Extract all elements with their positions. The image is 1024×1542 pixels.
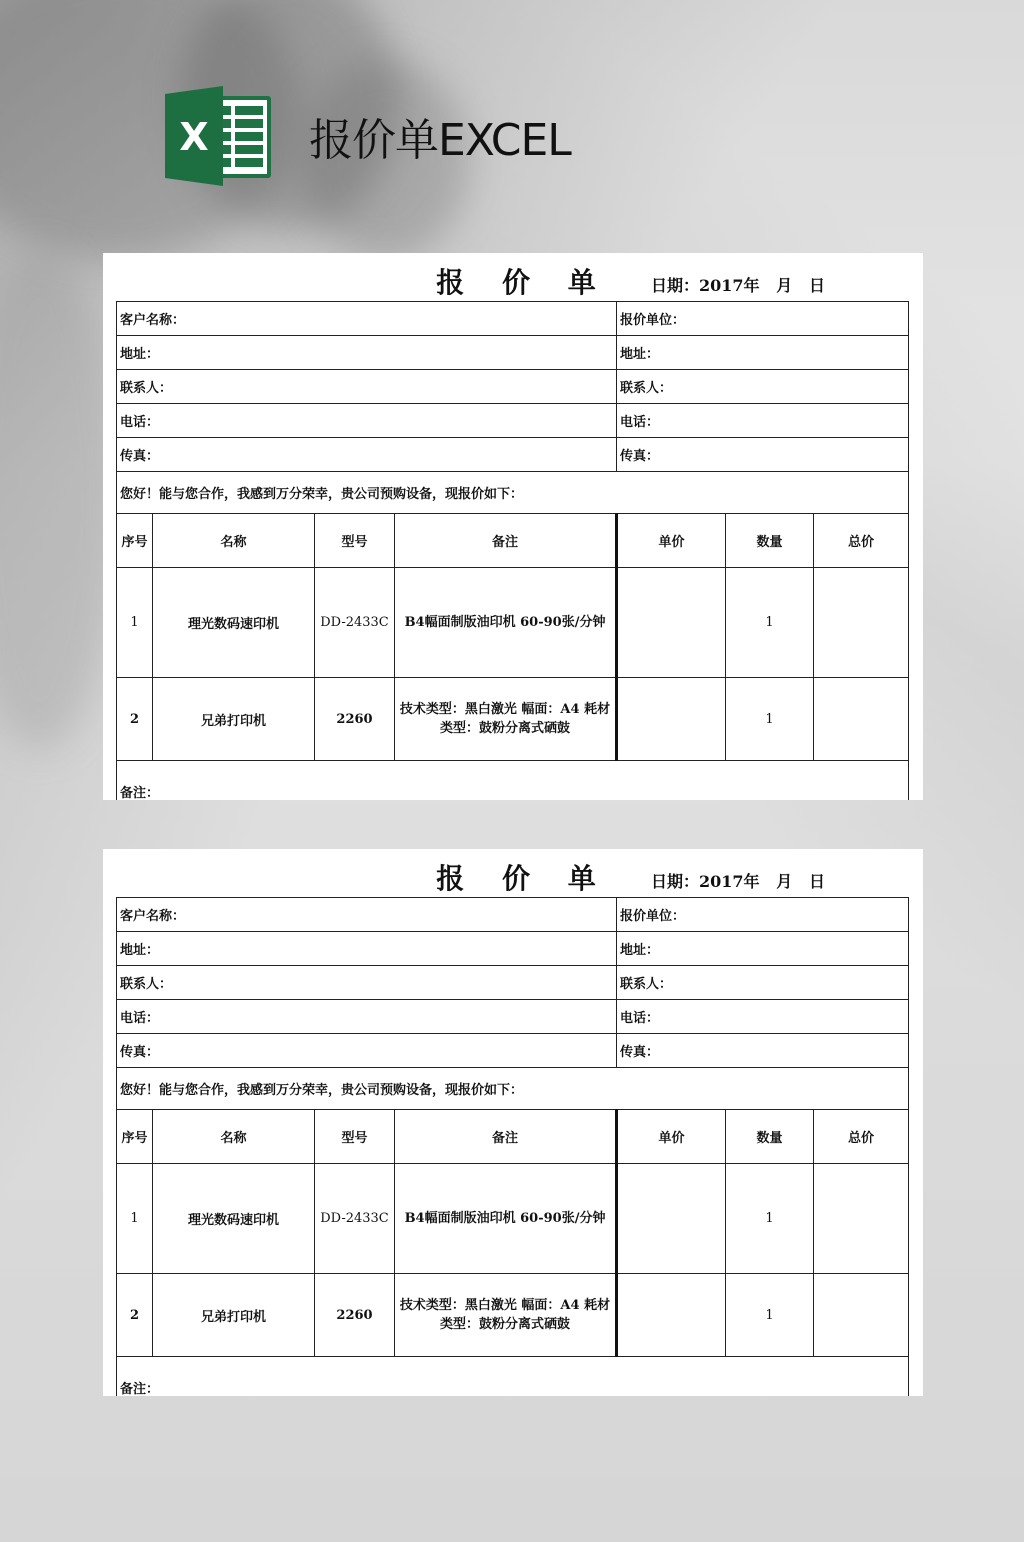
sheet-title: 报 价 单: [436, 862, 610, 895]
note-label: 备注：: [117, 1357, 909, 1397]
quote-table: [116, 897, 909, 1396]
customer-name-label: 客户名称：: [117, 302, 617, 336]
sheet-title: 报 价 单: [436, 266, 610, 299]
item-model: DD-2433C: [315, 1164, 395, 1274]
sheet-date: 日期：2017年 月 日: [651, 276, 825, 295]
customer-phone-label: 电话：: [117, 404, 617, 438]
item-total: [814, 678, 909, 761]
info-row-fax: [117, 1034, 909, 1068]
customer-phone-label: 电话：: [117, 1000, 617, 1034]
vendor-phone-label: 电话：: [617, 404, 909, 438]
item-remark: B4幅面制版油印机 60-90张/分钟: [395, 1164, 617, 1274]
header: [165, 86, 571, 186]
item-total: [814, 1274, 909, 1357]
item-qty: 1: [726, 678, 814, 761]
customer-fax-label: 传真：: [117, 1034, 617, 1068]
col-header-total: 总价: [814, 1110, 909, 1164]
col-header-qty: 数量: [726, 1110, 814, 1164]
column-header-row: [117, 1110, 909, 1164]
item-remark: 技术类型：黑白激光 幅面：A4 耗材类型：鼓粉分离式硒鼓: [395, 678, 617, 761]
svg-text:X: X: [179, 115, 209, 159]
item-model: DD-2433C: [315, 568, 395, 678]
quoting-unit-label: 报价单位：: [617, 898, 909, 932]
greeting-text: 您好！能与您合作，我感到万分荣幸，贵公司预购设备，现报价如下：: [117, 472, 909, 514]
customer-address-label: 地址：: [117, 336, 617, 370]
customer-contact-label: 联系人：: [117, 966, 617, 1000]
col-header-unit-price: 单价: [617, 514, 726, 568]
vendor-phone-label: 电话：: [617, 1000, 909, 1034]
item-remark: 技术类型：黑白激光 幅面：A4 耗材类型：鼓粉分离式硒鼓: [395, 1274, 617, 1357]
col-header-name: 名称: [153, 1110, 315, 1164]
item-remark: B4幅面制版油印机 60-90张/分钟: [395, 568, 617, 678]
col-header-remark: 备注: [395, 514, 617, 568]
vendor-contact-label: 联系人：: [617, 966, 909, 1000]
excel-icon: [165, 86, 273, 186]
col-header-name: 名称: [153, 514, 315, 568]
table-row: [117, 568, 909, 678]
vendor-address-label: 地址：: [617, 336, 909, 370]
info-row-customer: [117, 898, 909, 932]
note-row: [117, 761, 909, 801]
page-title: 报价单EXCEL: [309, 115, 571, 166]
info-row-phone: [117, 1000, 909, 1034]
item-name: 理光数码速印机: [153, 568, 315, 678]
customer-name-label: 客户名称：: [117, 898, 617, 932]
info-row-phone: [117, 404, 909, 438]
item-name: 兄弟打印机: [153, 1274, 315, 1357]
note-label: 备注：: [117, 761, 909, 801]
item-qty: 1: [726, 1274, 814, 1357]
item-no: 2: [117, 678, 153, 761]
table-row: [117, 678, 909, 761]
col-header-total: 总价: [814, 514, 909, 568]
info-row-contact: [117, 370, 909, 404]
item-qty: 1: [726, 1164, 814, 1274]
customer-fax-label: 传真：: [117, 438, 617, 472]
table-row: [117, 1274, 909, 1357]
quote-sheet-preview-1: [103, 253, 923, 800]
info-row-contact: [117, 966, 909, 1000]
note-row: [117, 1357, 909, 1397]
col-header-no: 序号: [117, 514, 153, 568]
item-no: 1: [117, 568, 153, 678]
quote-table: [116, 301, 909, 800]
quoting-unit-label: 报价单位：: [617, 302, 909, 336]
item-model: 2260: [315, 1274, 395, 1357]
item-unit-price: [617, 678, 726, 761]
col-header-model: 型号: [315, 1110, 395, 1164]
info-row-address: [117, 336, 909, 370]
customer-address-label: 地址：: [117, 932, 617, 966]
column-header-row: [117, 514, 909, 568]
sheet-date: 日期：2017年 月 日: [651, 872, 825, 891]
item-name: 理光数码速印机: [153, 1164, 315, 1274]
table-row: [117, 1164, 909, 1274]
vendor-contact-label: 联系人：: [617, 370, 909, 404]
item-name: 兄弟打印机: [153, 678, 315, 761]
quote-sheet-preview-2: [103, 849, 923, 1396]
item-qty: 1: [726, 568, 814, 678]
item-total: [814, 568, 909, 678]
item-no: 2: [117, 1274, 153, 1357]
info-row-fax: [117, 438, 909, 472]
item-unit-price: [617, 568, 726, 678]
item-total: [814, 1164, 909, 1274]
col-header-qty: 数量: [726, 514, 814, 568]
col-header-unit-price: 单价: [617, 1110, 726, 1164]
vendor-fax-label: 传真：: [617, 1034, 909, 1068]
item-no: 1: [117, 1164, 153, 1274]
col-header-model: 型号: [315, 514, 395, 568]
vendor-fax-label: 传真：: [617, 438, 909, 472]
customer-contact-label: 联系人：: [117, 370, 617, 404]
col-header-remark: 备注: [395, 1110, 617, 1164]
greeting-row: [117, 1068, 909, 1110]
col-header-no: 序号: [117, 1110, 153, 1164]
item-unit-price: [617, 1164, 726, 1274]
item-unit-price: [617, 1274, 726, 1357]
item-model: 2260: [315, 678, 395, 761]
greeting-text: 您好！能与您合作，我感到万分荣幸，贵公司预购设备，现报价如下：: [117, 1068, 909, 1110]
info-row-customer: [117, 302, 909, 336]
greeting-row: [117, 472, 909, 514]
vendor-address-label: 地址：: [617, 932, 909, 966]
info-row-address: [117, 932, 909, 966]
